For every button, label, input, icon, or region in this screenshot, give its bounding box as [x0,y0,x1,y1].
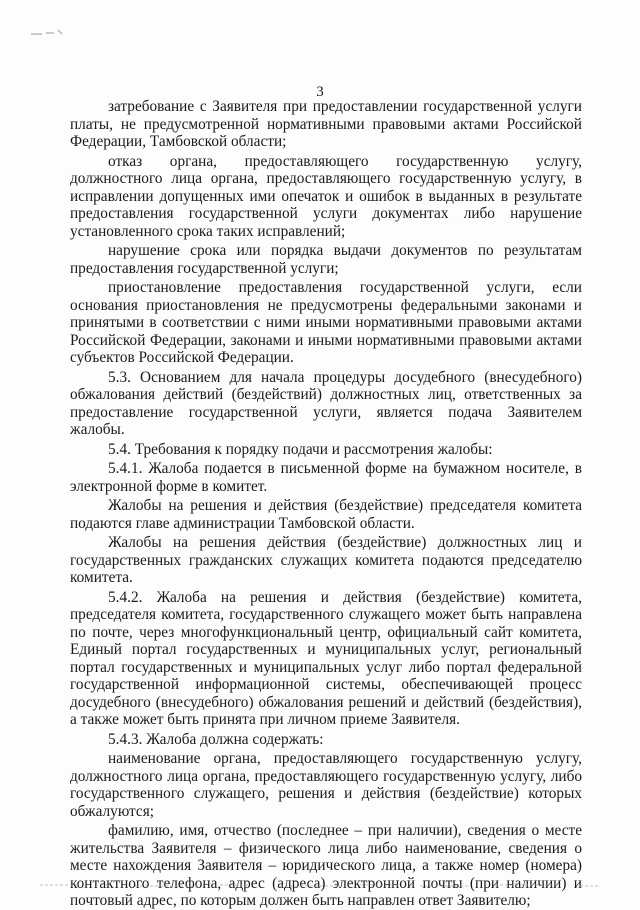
paragraph: отказ органа, предоставляющего государственную услугу, должностного лица органа, предоставляющего государственную услугу, в исправлении допущенных ими опечаток и ошибок в выданных в результате предоставления государственной услуги документах либо нарушение установленного срока таких исправлений; [70,152,582,240]
paragraph: 5.3. Основанием для начала процедуры досудебного (внесудебного) обжалования действий (бездействий) должностных лиц, ответственных за предоставление государственной услуги, является подача Заявителем жалобы. [70,368,582,438]
paragraph: нарушение срока или порядка выдачи документов по результатам предоставления государственной услуги; [70,242,582,277]
page-number: 3 [316,84,324,100]
paragraph: затребование с Заявителя при предоставлении государственной услуги платы, не предусмотренной нормативными правовыми актами Российской Федерации, Тамбовской области; [70,98,582,150]
scan-edge-noise [40,882,600,888]
paragraph: фамилию, имя, отчество (последнее – при наличии), сведения о месте жительства Заявителя – физического лица либо наименование, сведения о месте нахождения Заявителя – юридического лица, а также номер (номера) контактного телефона, адрес (адреса) электронной почты (при наличии) и почтовый адрес, по которым должен быть направлен ответ Заявителю; [70,822,582,909]
paragraph: 5.4.2. Жалоба на решения и действия (бездействие) комитета, председателя комитета, государственного служащего может быть направлена по почте, через многофункциональный центр, официальный сайт комитета, Единый портал государственных и муниципальных услуг, региональный портал государственных и муниципальных услуг либо портал федеральной государственной информационной системы, обеспечивающей процесс досудебного (внесудебного) обжалования решений и действий (бездействия), а также может быть принята при личном приеме Заявителя. [70,588,582,728]
paragraph: Жалобы на решения и действия (бездействие) председателя комитета подаются главе администрации Тамбовской области. [70,497,582,532]
paragraph: Жалобы на решения действия (бездействие) должностных лиц и государственных гражданских служащих комитета подаются председателю комитета. [70,534,582,586]
paragraph: наименование органа, предоставляющего государственную услугу, должностного лица органа, предоставляющего государственную услугу, либо государственного служащего, решения и действия (бездействие) которых обжалуются; [70,750,582,820]
scan-corner-mark [30,28,64,36]
paragraph: приостановление предоставления государственной услуги, если основания приостановления не предусмотрены федеральными законами и принятыми в соответствии с ними иными нормативными правовыми актами Российской Федерации, законами и иными нормативными правовыми актами субъектов Российской Федерации. [70,279,582,366]
paragraph: 5.4.1. Жалоба подается в письменной форме на бумажном носителе, в электронной форме в комитет. [70,460,582,495]
paragraph: 5.4. Требования к порядку подачи и рассмотрения жалобы: [108,440,493,458]
document-body [70,98,582,910]
paragraph: 5.4.3. Жалоба должна содержать: [108,730,324,748]
